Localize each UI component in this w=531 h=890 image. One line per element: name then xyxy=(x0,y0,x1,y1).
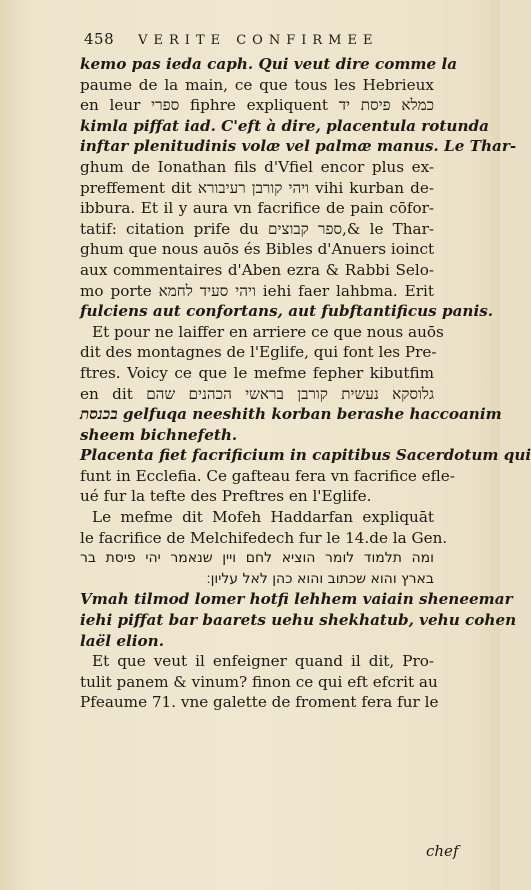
hebrew-line: ומה תלמוד לומר הוציא לחם ויין שנאמר יהי פיסת בר xyxy=(80,550,434,567)
page-body xyxy=(80,54,531,713)
text-line: iehi piffat bar baarets uehu shekhatub, vehu cohen xyxy=(80,611,517,630)
text-line: inftar plenitudinis volæ vel palmæ manus. Le Thar- xyxy=(80,137,517,156)
text-line: funt in Ecclefia. Ce gafteau fera vn facrifice efle- xyxy=(80,466,455,485)
text-line: en leur ספרי fiphre expliquent כמלא פיסת יד xyxy=(80,96,435,115)
text-line: Vmah tilmod lomer hotfi lehhem vaiain sheneemar xyxy=(80,590,513,609)
text-line: aux commentaires d'Aben ezra & Rabbi Selo- xyxy=(80,260,434,279)
text-line: preffement dit ויהי קורבן רעיבורא vihi kurban de- xyxy=(80,178,434,197)
catchword: chef xyxy=(426,842,459,860)
text-line: kemo pas ieda caph. Qui veut dire comme la xyxy=(80,55,458,73)
text-line: paume de la main, ce que tous les Hebrieux xyxy=(80,75,434,94)
text-line: tulit panem & vinum? finon ce qui eft efcrit au xyxy=(80,672,438,691)
page-header xyxy=(84,30,464,52)
text-line: ftres. Voicy ce que le mefme fepher kibutfim xyxy=(80,363,434,382)
text-line: ué fur la tefte des Preftres en l'Eglife. xyxy=(80,487,372,506)
text-line: Placenta fiet facrificium in capitibus Sacerdotum qui xyxy=(80,446,531,465)
text-line: en dit גלוסקא נעשית קורבן בראשי הכהנים שהם xyxy=(80,384,435,403)
text-line: ibbura. Et il y aura vn facrifice de pain cōfor- xyxy=(80,199,434,218)
text-line: Le mefme dit Mofeh Haddarfan expliquāt xyxy=(92,508,434,527)
text-line: בכנסת gelfuqa neeshith korban berashe haccoanim xyxy=(80,405,502,424)
text-line: ghum de Ionathan fils d'Vfiel encor plus ex- xyxy=(80,157,434,176)
page-number: 458 xyxy=(84,30,115,48)
text-line: laël elion. xyxy=(80,631,164,650)
text-line: dit des montagnes de l'Eglife, qui font les Pre- xyxy=(80,343,437,362)
text-line: fulciens aut confortans, aut fubftantificus panis. xyxy=(80,302,494,321)
text-line: Pfeaume 71. vne galette de froment fera fur le xyxy=(80,693,439,712)
text-line: kimla piffat iad. C'eft à dire, placentula rotunda xyxy=(80,116,489,135)
running-head: VERITE CONFIRMEE xyxy=(138,33,379,48)
text-line: Et pour ne laiffer en arriere ce que nous auōs xyxy=(92,322,444,341)
text-line: sheem bichnefeth. xyxy=(80,425,238,444)
text-line: le facrifice de Melchifedech fur le 14.de la Gen. xyxy=(80,528,448,547)
text-line: mo porte ויהי סעיד לחמא iehi faer lahbma. Erit xyxy=(80,281,434,300)
text-line: Et que veut il enfeigner quand il dit, Pro- xyxy=(92,652,434,671)
hebrew-line: בארץ והוא שכתוב והוא כהן לאל עליון׃ xyxy=(206,570,434,587)
text-line: tatif: citation prife du ספר קבוצים,& le Thar- xyxy=(80,219,434,238)
text-line: ghum que nous auōs és Bibles d'Anuers ioinct xyxy=(80,240,435,259)
